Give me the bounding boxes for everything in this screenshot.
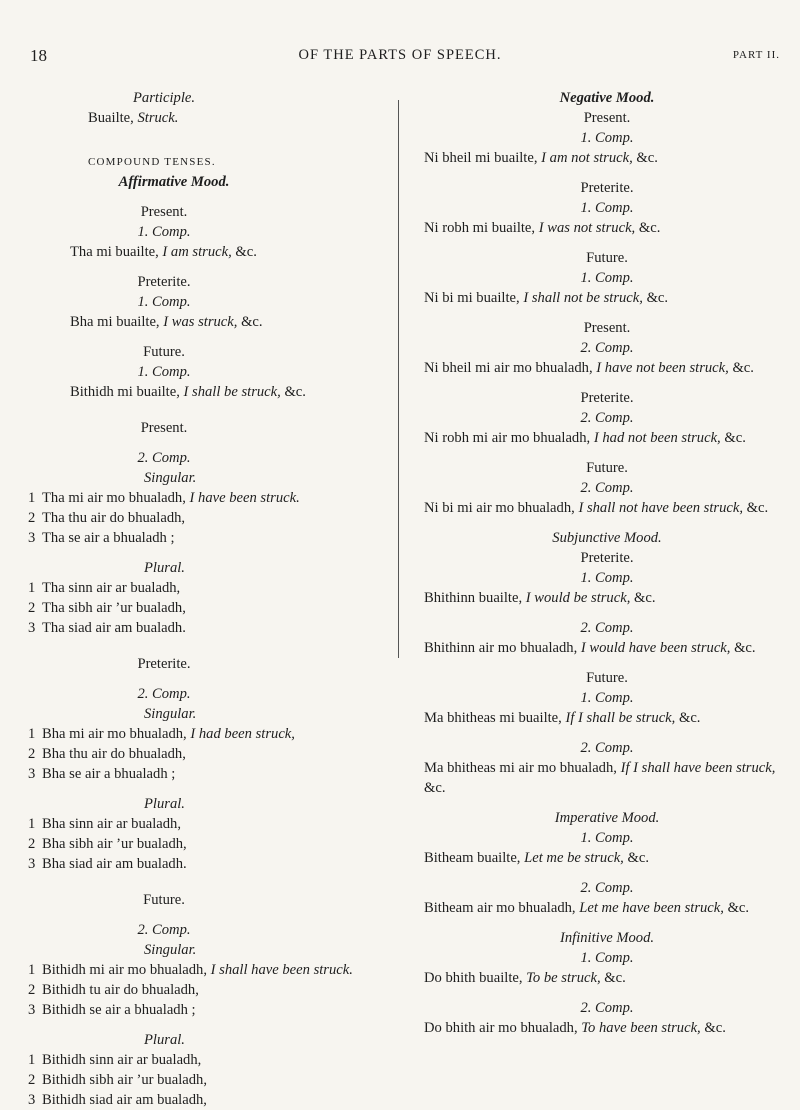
conjugation-line bbox=[424, 848, 790, 868]
spacer bbox=[28, 548, 390, 558]
column-divider bbox=[398, 100, 399, 658]
english-text: I am struck, bbox=[162, 244, 232, 260]
running-title: OF THE PARTS OF SPEECH. bbox=[298, 47, 502, 63]
english-text: Let me have been struck, bbox=[579, 900, 724, 916]
conjugation-line bbox=[424, 358, 790, 378]
conjugation-line bbox=[424, 758, 790, 798]
english-text: If I shall have been struck, bbox=[620, 760, 776, 776]
person-number: 2 bbox=[28, 982, 36, 998]
english-text: Let me be struck, bbox=[524, 850, 624, 866]
conjugation-line bbox=[424, 428, 790, 448]
spacer bbox=[424, 988, 790, 998]
gaelic-text: Bhithinn buailte, bbox=[424, 590, 523, 606]
english-text: I shall not have been struck, bbox=[578, 500, 743, 516]
person-number: 2 bbox=[28, 510, 36, 526]
gaelic-text: Ni bi mi buailte, bbox=[424, 290, 520, 306]
spacer bbox=[28, 262, 390, 272]
tense-block bbox=[28, 192, 390, 262]
gaelic-text: Bithidh sinn air ar bualadh, bbox=[42, 1052, 202, 1068]
english-text: I was struck, bbox=[163, 314, 238, 330]
person-number: 1 bbox=[28, 726, 36, 742]
subjunctive-future bbox=[424, 688, 790, 798]
singular-label: Singular. bbox=[144, 942, 197, 958]
etc-text: &c. bbox=[724, 430, 746, 446]
paradigm-block bbox=[28, 638, 390, 874]
comp-label: 2. Comp. bbox=[137, 686, 191, 702]
paradigm-line bbox=[28, 528, 390, 548]
gaelic-text: Tha mi buailte, bbox=[70, 244, 159, 260]
participle-line bbox=[88, 108, 390, 128]
person-number: 2 bbox=[28, 1072, 36, 1088]
paradigm-line bbox=[28, 1070, 390, 1090]
gaelic-text: Bha mi buailte, bbox=[70, 314, 160, 330]
gaelic-text: Bha se air a bhualadh ; bbox=[42, 766, 176, 782]
english-text: To be struck, bbox=[526, 970, 601, 986]
person-number: 1 bbox=[28, 580, 36, 596]
english-text: I shall not be struck, bbox=[523, 290, 643, 306]
person-number: 2 bbox=[28, 836, 36, 852]
conjugation-line bbox=[424, 498, 790, 518]
comp-label: 1. Comp. bbox=[137, 364, 191, 380]
plural-label: Plural. bbox=[144, 796, 185, 812]
comp-label: 1. Comp. bbox=[137, 224, 191, 240]
paradigm-line bbox=[28, 744, 390, 764]
conjugation-line bbox=[424, 968, 790, 988]
paradigm-line bbox=[28, 724, 390, 744]
conjugation-line bbox=[70, 312, 390, 332]
person-number: 1 bbox=[28, 962, 36, 978]
singular-label: Singular. bbox=[144, 706, 197, 722]
comp-label: 1. Comp. bbox=[580, 570, 634, 586]
conjugation-line bbox=[424, 218, 790, 238]
gaelic-text: Bitheam buailte, bbox=[424, 850, 521, 866]
english-text: I had been struck, bbox=[190, 726, 295, 742]
gaelic-text: Bha sinn air ar bualadh, bbox=[42, 816, 182, 832]
spacer bbox=[424, 868, 790, 878]
spacer bbox=[424, 238, 790, 248]
etc-text: &c. bbox=[704, 1020, 726, 1036]
plural-label: Plural. bbox=[144, 1032, 185, 1048]
spacer bbox=[424, 728, 790, 738]
etc-text: &c. bbox=[604, 970, 626, 986]
etc-text: &c. bbox=[638, 220, 661, 236]
spacer bbox=[424, 608, 790, 618]
etc-text: &c. bbox=[424, 780, 446, 796]
paradigm-line bbox=[28, 578, 390, 598]
person-number: 3 bbox=[28, 766, 36, 782]
conjugation-line bbox=[70, 242, 390, 262]
gaelic-text: Ni robh mi air mo bhualadh, bbox=[424, 430, 591, 446]
paradigm-line bbox=[28, 980, 390, 1000]
english-text: I would be struck, bbox=[525, 590, 631, 606]
spacer bbox=[424, 308, 790, 318]
comp-label: 1. Comp. bbox=[580, 690, 634, 706]
gaelic-text: Bithidh sibh air ’ur bualadh, bbox=[42, 1072, 207, 1088]
negative-first-compound bbox=[424, 108, 790, 308]
person-number: 3 bbox=[28, 620, 36, 636]
paradigm-line bbox=[28, 814, 390, 834]
english-text: I would have been struck, bbox=[580, 640, 731, 656]
etc-text: &c. bbox=[284, 384, 306, 400]
gaelic-text: Bhithinn air mo bhualadh, bbox=[424, 640, 578, 656]
person-number: 1 bbox=[28, 490, 36, 506]
gaelic-text: Bithidh se air a bhualadh ; bbox=[42, 1002, 196, 1018]
page-number: 18 bbox=[30, 46, 47, 65]
paradigm-line bbox=[28, 1050, 390, 1070]
tense-heading: Preterite. bbox=[137, 656, 191, 672]
conjugation-line bbox=[424, 288, 790, 308]
conjugation-line bbox=[424, 638, 790, 658]
paradigm-line bbox=[28, 834, 390, 854]
tense-heading: Preterite. bbox=[137, 274, 191, 290]
comp-label: 2. Comp. bbox=[580, 340, 634, 356]
gaelic-text: Bha mi air mo bhualadh, bbox=[42, 726, 187, 742]
paradigm-line bbox=[28, 598, 390, 618]
english-text: I shall be struck, bbox=[183, 384, 281, 400]
paradigm-line bbox=[28, 854, 390, 874]
conjugation-line bbox=[424, 708, 790, 728]
english-text: I was not struck, bbox=[538, 220, 636, 236]
spacer bbox=[28, 438, 390, 448]
compound-tenses-heading: COMPOUND TENSES. bbox=[88, 156, 216, 168]
etc-text: &c. bbox=[241, 314, 263, 330]
gaelic-text: Do bhith air mo bhualadh, bbox=[424, 1020, 578, 1036]
subjunctive-future-tense: Future. bbox=[586, 670, 628, 686]
etc-text: &c. bbox=[746, 500, 769, 516]
conjugation-line bbox=[424, 588, 790, 608]
gaelic-text: Tha thu air do bhualadh, bbox=[42, 510, 186, 526]
gaelic-text: Do bhith buailte, bbox=[424, 970, 523, 986]
negative-mood-heading: Negative Mood. bbox=[559, 90, 655, 106]
paradigm-line bbox=[28, 508, 390, 528]
gaelic-text: Tha siad air am bualadh. bbox=[42, 620, 186, 636]
paradigm-block bbox=[28, 402, 390, 638]
gaelic-text: Ni bheil mi air mo bhualadh, bbox=[424, 360, 593, 376]
paradigm-line bbox=[28, 1090, 390, 1110]
comp-label: 2. Comp. bbox=[580, 1000, 634, 1016]
tense-heading: Present. bbox=[583, 320, 631, 336]
spacer bbox=[28, 332, 390, 342]
gaelic-text: Tha sinn air ar bualadh, bbox=[42, 580, 181, 596]
part-label: PART II. bbox=[732, 49, 780, 61]
conjugation-line bbox=[424, 1018, 790, 1038]
imperative-forms bbox=[424, 828, 790, 918]
affirmative-mood-heading: Affirmative Mood. bbox=[118, 174, 230, 190]
etc-text: &c. bbox=[636, 150, 658, 166]
tense-heading: Present. bbox=[140, 204, 188, 220]
gaelic-text: Buailte, bbox=[88, 110, 134, 126]
subjunctive-mood-heading: Subjunctive Mood. bbox=[552, 530, 662, 546]
gaelic-text: Tha se air a bhualadh ; bbox=[42, 530, 175, 546]
infinitive-forms bbox=[424, 948, 790, 1038]
plural-label: Plural. bbox=[144, 560, 185, 576]
participle-heading: Participle. bbox=[132, 90, 195, 106]
etc-text: &c. bbox=[235, 244, 257, 260]
conjugation-line bbox=[424, 898, 790, 918]
comp-label: 2. Comp. bbox=[580, 880, 634, 896]
spacer bbox=[28, 874, 390, 890]
tense-heading: Future. bbox=[143, 344, 185, 360]
gaelic-text: Tha sibh air ’ur bualadh, bbox=[42, 600, 186, 616]
affirmative-first-compound bbox=[28, 192, 390, 402]
etc-text: &c. bbox=[627, 850, 649, 866]
spacer bbox=[424, 448, 790, 458]
gaelic-text: Bha thu air do bhualadh, bbox=[42, 746, 186, 762]
paradigm-line bbox=[28, 960, 390, 980]
etc-text: &c. bbox=[634, 590, 656, 606]
tense-heading: Present. bbox=[140, 420, 188, 436]
spacer bbox=[28, 910, 390, 920]
left-column bbox=[28, 88, 390, 1110]
gaelic-text: Bitheam air mo bhualadh, bbox=[424, 900, 576, 916]
etc-text: &c. bbox=[734, 640, 756, 656]
paradigm-line bbox=[28, 618, 390, 638]
tense-heading: Present. bbox=[583, 110, 631, 126]
person-number: 3 bbox=[28, 530, 36, 546]
spacer bbox=[28, 192, 390, 202]
tense-heading: Future. bbox=[586, 250, 628, 266]
gaelic-text: Ni bheil mi buailte, bbox=[424, 150, 538, 166]
comp-label: 1. Comp. bbox=[580, 950, 634, 966]
running-header bbox=[0, 46, 800, 70]
etc-text: &c. bbox=[732, 360, 754, 376]
spacer bbox=[28, 674, 390, 684]
person-number: 2 bbox=[28, 600, 36, 616]
gaelic-text: Tha mi air mo bhualadh, bbox=[42, 490, 186, 506]
spacer bbox=[28, 784, 390, 794]
person-number: 1 bbox=[28, 816, 36, 832]
spacer bbox=[28, 638, 390, 654]
comp-label: 2. Comp. bbox=[137, 450, 191, 466]
english-text: I shall have been struck. bbox=[210, 962, 353, 978]
tense-block bbox=[28, 262, 390, 332]
paradigm-line bbox=[28, 488, 390, 508]
comp-label: 2. Comp. bbox=[580, 410, 634, 426]
tense-heading: Future. bbox=[143, 892, 185, 908]
comp-label: 1. Comp. bbox=[137, 294, 191, 310]
gaelic-text: Bha sibh air ’ur bualadh, bbox=[42, 836, 187, 852]
conjugation-line bbox=[70, 382, 390, 402]
paradigm-block bbox=[28, 874, 390, 1110]
comp-label: 2. Comp. bbox=[580, 620, 634, 636]
gaelic-text: Bithidh mi buailte, bbox=[70, 384, 180, 400]
paradigm-line bbox=[28, 764, 390, 784]
comp-label: 1. Comp. bbox=[580, 130, 634, 146]
gaelic-text: Ma bhitheas mi air mo bhualadh, bbox=[424, 760, 617, 776]
subjunctive-preterite-tense: Preterite. bbox=[580, 550, 634, 566]
gaelic-text: Bithidh mi air mo bhualadh, bbox=[42, 962, 207, 978]
english-text: If I shall be struck, bbox=[565, 710, 676, 726]
english-text: I am not struck, bbox=[541, 150, 633, 166]
comp-label: 1. Comp. bbox=[580, 200, 634, 216]
right-column bbox=[424, 88, 790, 1038]
singular-label: Singular. bbox=[144, 470, 197, 486]
etc-text: &c. bbox=[678, 710, 701, 726]
negative-second-compound bbox=[424, 308, 790, 518]
conjugation-line bbox=[424, 148, 790, 168]
tense-heading: Preterite. bbox=[580, 180, 634, 196]
tense-heading: Preterite. bbox=[580, 390, 634, 406]
etc-text: &c. bbox=[727, 900, 750, 916]
comp-label: 1. Comp. bbox=[580, 830, 634, 846]
english-text: I had not been struck, bbox=[593, 430, 721, 446]
person-number: 3 bbox=[28, 1002, 36, 1018]
gaelic-text: Ni bi mi air mo bhualadh, bbox=[424, 500, 575, 516]
comp-label: 2. Comp. bbox=[580, 480, 634, 496]
affirmative-second-compound bbox=[28, 402, 390, 1110]
imperative-mood-heading: Imperative Mood. bbox=[554, 810, 660, 826]
spacer bbox=[424, 168, 790, 178]
etc-text: &c. bbox=[646, 290, 669, 306]
spacer bbox=[424, 378, 790, 388]
tense-block bbox=[28, 332, 390, 402]
person-number: 3 bbox=[28, 856, 36, 872]
gaelic-text: Ni robh mi buailte, bbox=[424, 220, 536, 236]
person-number: 1 bbox=[28, 1052, 36, 1068]
person-number: 3 bbox=[28, 1092, 36, 1108]
gaelic-text: Bithidh siad air am bualadh, bbox=[42, 1092, 207, 1108]
english-text: I have been struck. bbox=[189, 490, 300, 506]
infinitive-mood-heading: Infinitive Mood. bbox=[559, 930, 655, 946]
comp-label: 2. Comp. bbox=[137, 922, 191, 938]
english-text: I have not been struck, bbox=[596, 360, 729, 376]
comp-label: 1. Comp. bbox=[580, 270, 634, 286]
english-text: Struck. bbox=[137, 110, 179, 126]
tense-heading: Future. bbox=[586, 460, 628, 476]
gaelic-text: Ma bhitheas mi buailte, bbox=[424, 710, 562, 726]
subjunctive-preterite bbox=[424, 568, 790, 658]
gaelic-text: Bha siad air am bualadh. bbox=[42, 856, 187, 872]
spacer bbox=[28, 402, 390, 418]
person-number: 2 bbox=[28, 746, 36, 762]
paradigm-line bbox=[28, 1000, 390, 1020]
comp-label: 2. Comp. bbox=[580, 740, 634, 756]
english-text: To have been struck, bbox=[581, 1020, 701, 1036]
gaelic-text: Bithidh tu air do bhualadh, bbox=[42, 982, 199, 998]
